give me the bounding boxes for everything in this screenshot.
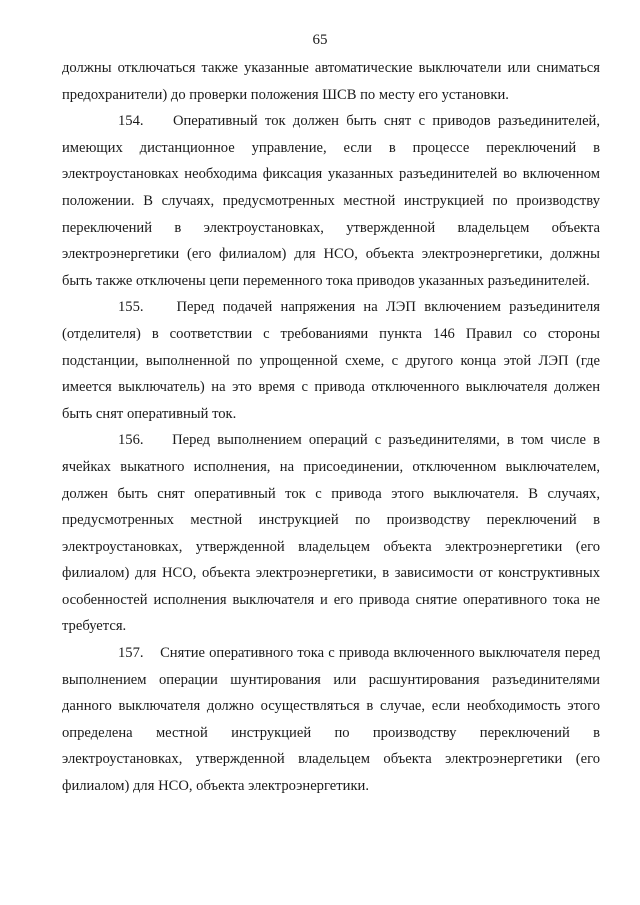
paragraph-154 xyxy=(62,108,600,294)
paragraph-number: 154. xyxy=(118,113,144,130)
paragraph-number: 157. xyxy=(118,645,144,662)
paragraph-155 xyxy=(62,294,600,427)
paragraph-number: 155. xyxy=(118,299,144,316)
paragraph-text: Перед выполнением операций с разъединителями, в том числе в ячейках выкатного исполнения, на присоединении, отключенном выключателем, должен быть снят оперативный ток с привода этого выключателя. В случаях, предусмотренных местной инструкцией по производству переключений в электроустановках, утвержденной владельцем объекта электроэнергетики (его филиалом) для НСО, объекта электроэнергетики, в зависимости от конструктивных особенностей исполнения выключателя и его привода снятие оперативного тока не требуется. xyxy=(62,432,601,635)
paragraph-text: должны отключаться также указанные автоматические выключатели или сниматься предохранители) до проверки положения ШСВ по месту его установки. xyxy=(62,60,600,103)
paragraph-continuation xyxy=(62,55,600,108)
paragraph-text: Оперативный ток должен быть снят с приводов разъединителей, имеющих дистанционное управление, если в процессе переключений в электроустановках необходима фиксация указанных разъединителей во включенном положении. В случаях, предусмотренных местной инструкцией по производству переключений в электроустановках, утвержденной владельцем объекта электроэнергетики (его филиалом) для НСО, объекта электроэнергетики, должны быть также отключены цепи переменного тока приводов указанных разъединителей. xyxy=(62,113,601,289)
paragraph-text: Снятие оперативного тока с привода включенного выключателя перед выполнением операции шунтирования или расшунтирования разъединителями данного выключателя должно осуществляться в случае, если необходимость этого определена местной инструкцией по производству переключений в электроустановках, утвержденной владельцем объекта электроэнергетики (его филиалом) для НСО, объекта электроэнергетики. xyxy=(62,645,601,795)
paragraph-text: Перед подачей напряжения на ЛЭП включением разъединителя (отделителя) в соответствии с требованиями пункта 146 Правил со стороны подстанции, выполненной по упрощенной схеме, с другого конца этой ЛЭП (где имеется выключатель) на это время с привода отключенного выключателя должен быть снят оперативный ток. xyxy=(62,299,601,422)
page-number: 65 xyxy=(312,32,328,48)
paragraph-number: 156. xyxy=(118,432,144,449)
paragraph-157 xyxy=(62,640,600,800)
paragraph-156 xyxy=(62,427,600,640)
document-body xyxy=(62,55,600,800)
